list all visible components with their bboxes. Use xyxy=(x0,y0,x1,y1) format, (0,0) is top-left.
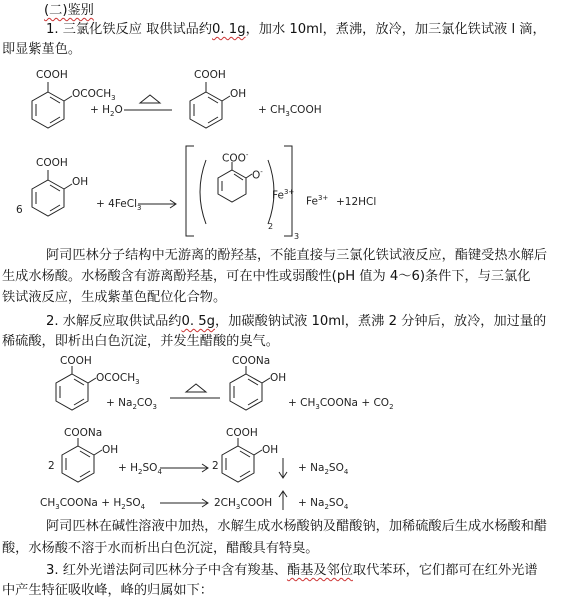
eq2-plus-hcl: +12HCl xyxy=(336,196,377,208)
para-2-line-2: 生成水杨酸。水杨酸含有游离酚羟基，可在中性或弱酸性(pH 值为 4～6)条件下，与三氯化 xyxy=(2,269,531,284)
para-4-line-1: 阿司匹林在碱性溶液中加热，水解生成水杨酸钠及醋酸钠，加稀硫酸后生成水杨酸和醋 xyxy=(46,519,548,534)
eq1-aspirin-ester: $OCOCH_3$ xyxy=(72,88,116,103)
reaction-arrow-5 xyxy=(160,499,208,507)
eq3-cooh: COOH xyxy=(60,355,92,367)
reaction-arrow-3 xyxy=(170,384,220,398)
eq2-o-minus: O- xyxy=(252,168,263,182)
eq1-plus-acetic-acid: + $CH_3COOH$ xyxy=(258,104,322,119)
para-3-line-2: 稀硫酸，即析出白色沉淀，并发生醋酸的臭气。 xyxy=(2,334,279,349)
eq4-oh: OH xyxy=(102,444,119,456)
eq4-product-oh: OH xyxy=(262,444,279,456)
eq1-aspirin-cooh: COOH xyxy=(36,69,68,81)
eq2-oh: OH xyxy=(72,176,89,188)
para-5-line-2: 中产生特征吸收峰，峰的归属如下： xyxy=(2,583,213,598)
para-4-line-2: 酸，水杨酸不溶于水而析出白色沉淀，醋酸具有特臭。 xyxy=(2,541,319,556)
eq3-coona: COONa xyxy=(232,355,271,367)
eq1-salicylic-oh: OH xyxy=(230,88,247,100)
sodium-salicylate-ring-4 xyxy=(62,438,102,482)
para-2-line-1: 阿司匹林分子结构中无游离的酚羟基，不能直接与三氯化铁试液反应，酯键受热水解后 xyxy=(46,248,548,263)
para-1-line-1: 1. 三氯化铁反应 取供试品约0. 1g，加水 10ml，煮沸，放冷，加三氯化铁试液 l 滴， xyxy=(46,22,546,37)
sodium-salicylate-ring-3 xyxy=(230,366,270,410)
para-2-line-3: 铁试液反应，生成紫堇色配位化合物。 xyxy=(2,290,227,305)
eq4-plus-sulfuric-acid: + $H_2SO_4$ xyxy=(118,462,162,477)
reaction-arrow-4 xyxy=(160,464,208,472)
eq3-oh: OH xyxy=(270,372,287,384)
eq3-plus-sodium-carbonate: + $Na_2CO_3$ xyxy=(106,397,157,412)
eq1-plus-water: + $H_2O$ xyxy=(90,104,123,119)
para-1-line-2: 即显紫堇色。 xyxy=(2,42,82,57)
gas-arrow xyxy=(279,491,287,510)
salicylic-ring-4 xyxy=(222,438,262,482)
eq4-cooh: COOH xyxy=(226,427,258,439)
eq4-coona: COONa xyxy=(64,427,103,439)
eq4-product-coefficient: 2 xyxy=(212,460,219,472)
reaction-arrow-2 xyxy=(138,200,176,208)
salicylic-ring-2 xyxy=(32,170,72,216)
reaction-arrow-1 xyxy=(124,95,172,110)
eq2-plus-ferric-chloride: + 4FeCl$_3$ xyxy=(96,198,142,213)
eq2-coefficient: 6 xyxy=(16,204,23,216)
eq5-reactants: $CH_3COONa + H_2SO_4$ xyxy=(40,497,146,512)
salicylic-ring-1 xyxy=(190,82,230,128)
aspirin-ring-1 xyxy=(32,82,72,128)
eq5-acetic-acid: $2CH_3COOH$ xyxy=(214,497,273,512)
eq5-plus-sodium-sulfate: + $Na_2SO_4$ xyxy=(298,497,349,512)
eq3-products: + $CH_3COONa + CO_2$ xyxy=(288,397,394,412)
eq2-fe-ion: $Fe^{3+}$ xyxy=(306,194,329,208)
precipitate-arrow xyxy=(279,458,287,478)
eq2-coo-minus: COO- xyxy=(222,151,249,165)
eq2-fe-in-complex: $Fe^{3+}$ xyxy=(272,188,295,202)
section-title: (二)鉴别 xyxy=(44,3,94,18)
para-5-line-1: 3. 红外光谱法阿司匹林分子中含有羧基、酯基及邻位取代苯环，它们都可在红外光谱 xyxy=(46,563,538,578)
eq1-salicylic-cooh: COOH xyxy=(194,69,226,81)
eq2-subscript-2: 2 xyxy=(268,222,274,231)
eq2-subscript-3: 3 xyxy=(294,232,300,241)
para-3-line-1: 2. 水解反应取供试品约0. 5g，加碳酸钠试液 10ml，煮沸 2 分钟后，放冷，加过量的 xyxy=(46,314,547,329)
eq3-ester: $OCOCH_3$ xyxy=(96,372,140,387)
eq2-cooh: COOH xyxy=(36,157,68,169)
eq4-coefficient: 2 xyxy=(48,460,55,472)
aspirin-ring-3 xyxy=(56,366,96,410)
eq4-plus-sodium-sulfate: + $Na_2SO_4$ xyxy=(298,462,349,477)
